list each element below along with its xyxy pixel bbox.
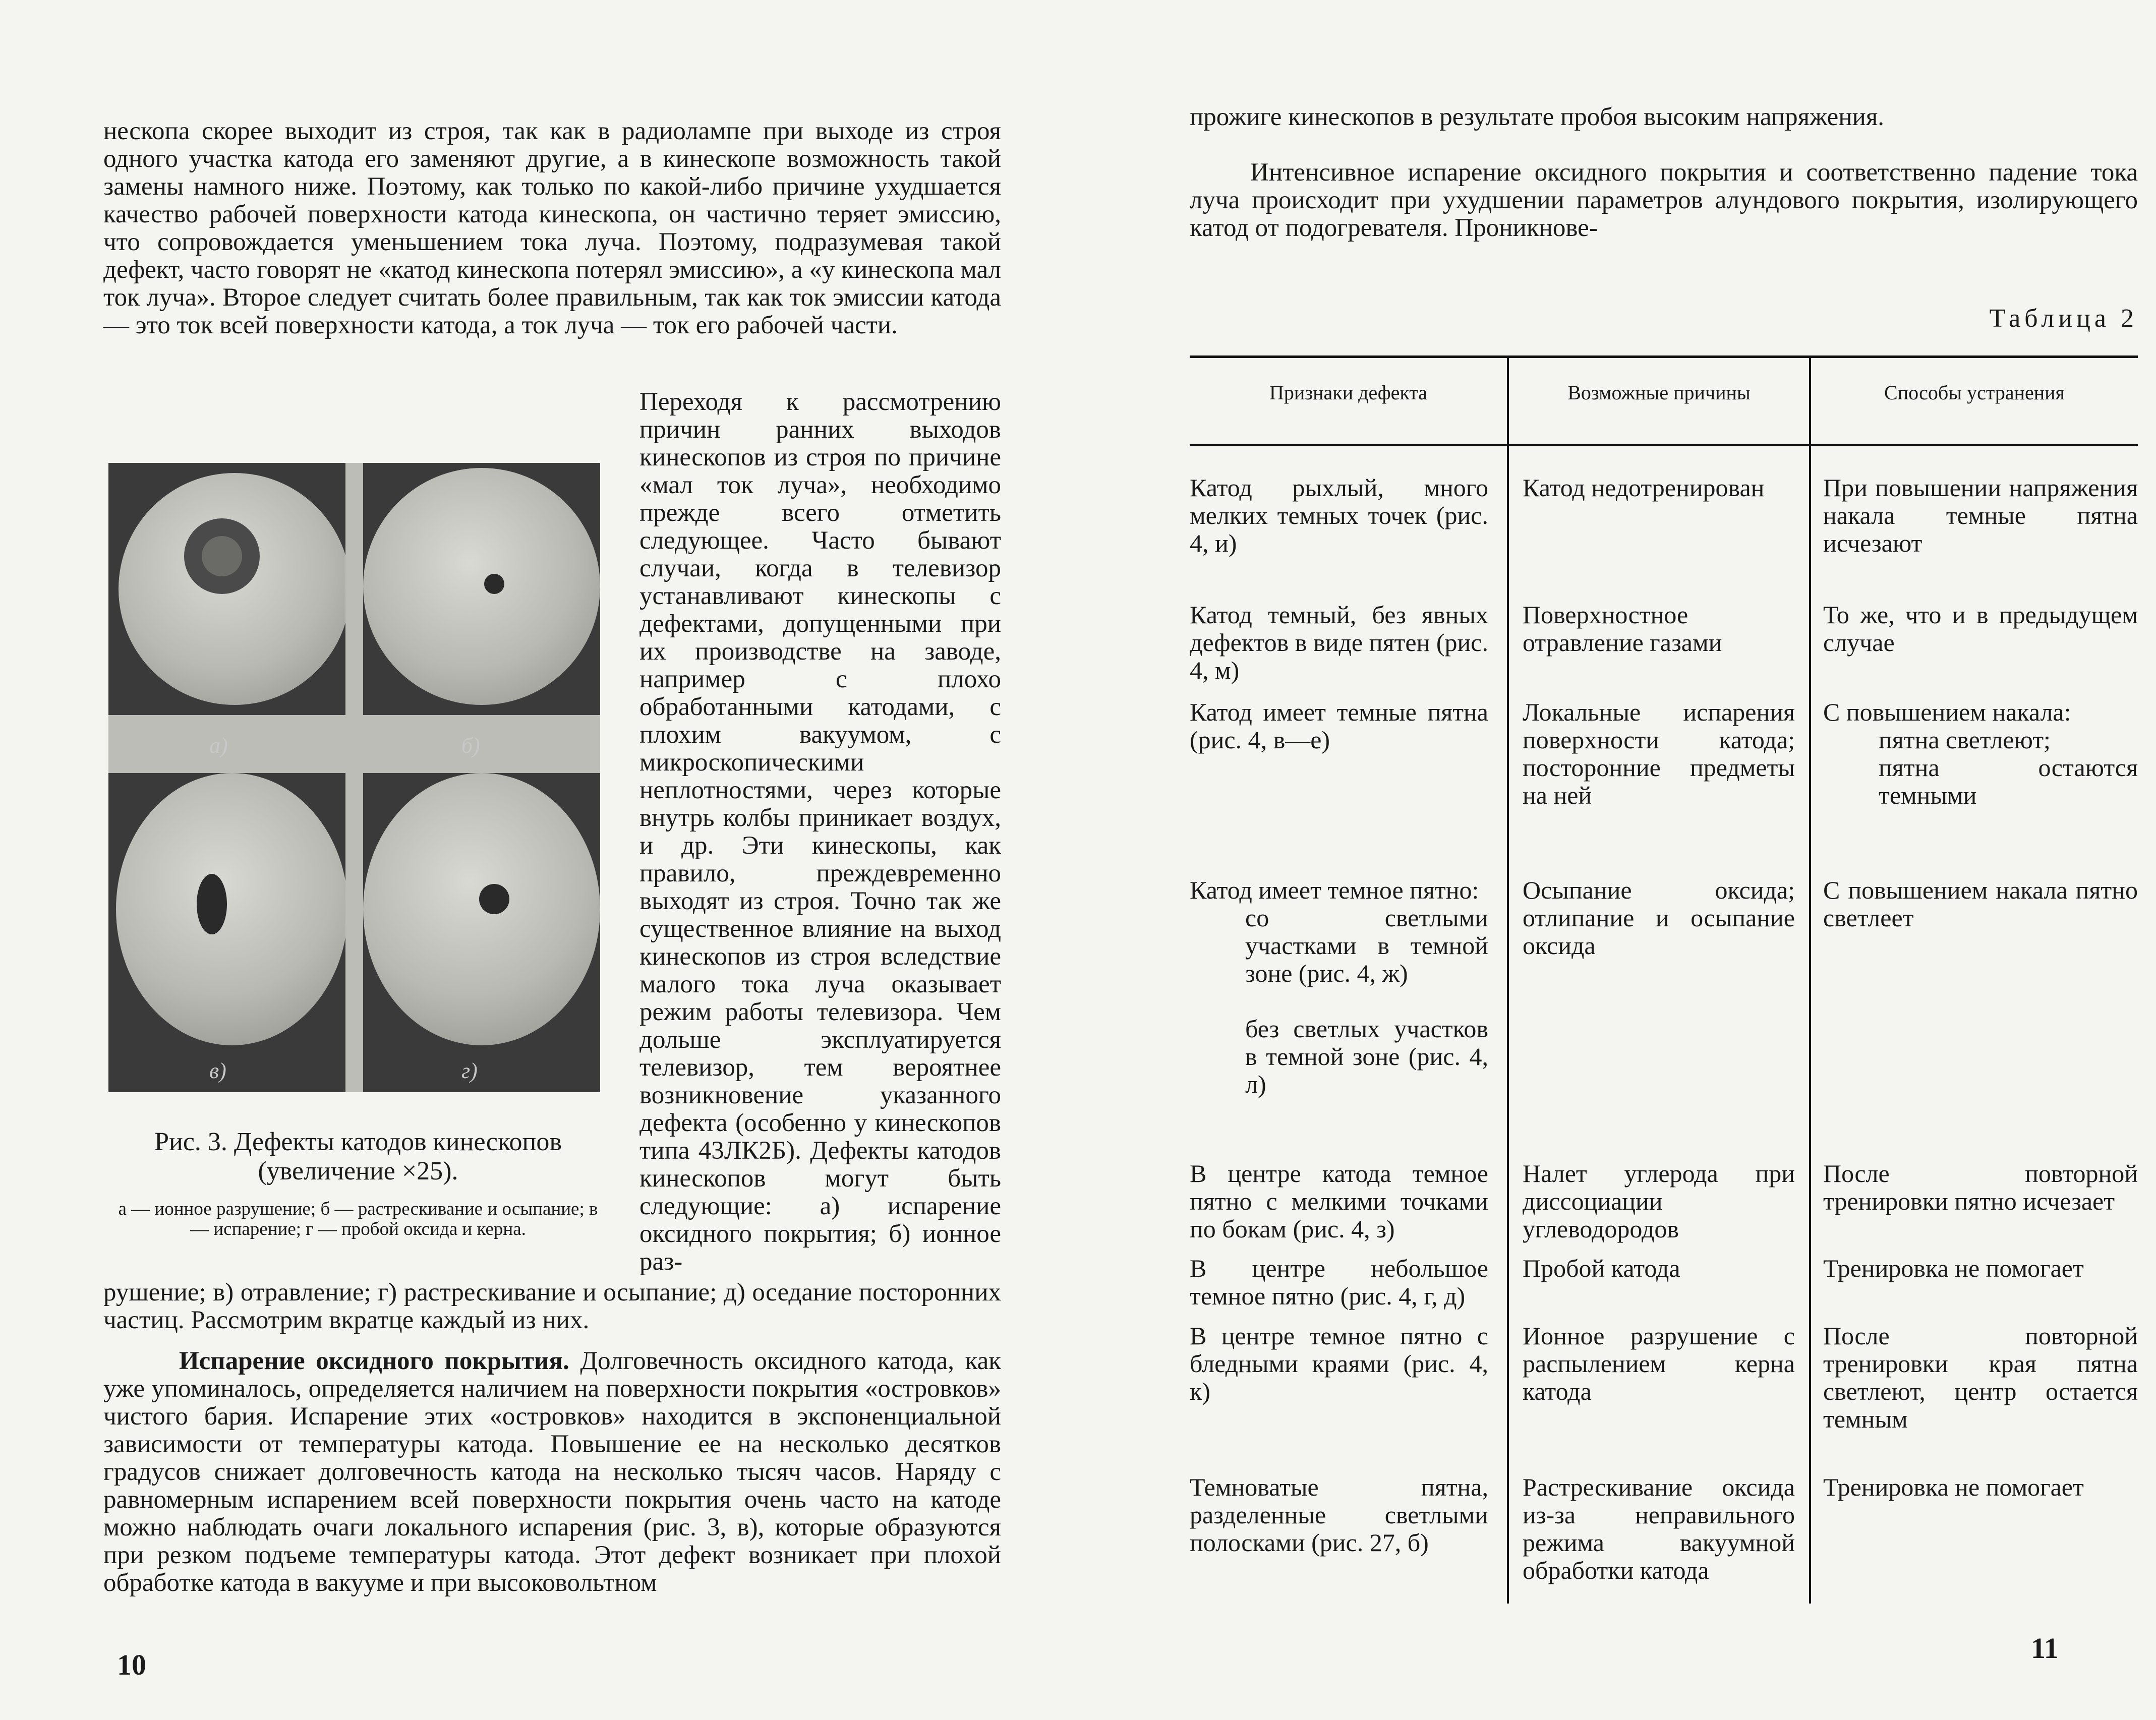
right-page [1078, 0, 2156, 1720]
row-7-fix: После повторной тренировки края пятна светлеют, центр остается темным [1823, 1322, 2138, 1433]
row-4-cause: Осыпание оксида; отлипание и осыпание оксида [1523, 876, 1795, 960]
page-number-left: 10 [117, 1648, 146, 1681]
row-5-cause: Налет углерода при диссоциации углеводородов [1523, 1159, 1795, 1243]
row-6-fix: Тренировка не помогает [1823, 1254, 2084, 1282]
page-number-right: 11 [2031, 1632, 2059, 1665]
photo-panel-v [108, 773, 345, 1092]
figure-caption: Рис. 3. Дефекты катодов кинескопов (увеличение ×25). [154, 1128, 562, 1185]
photo-label-a: а) [209, 733, 228, 758]
table-header-rule [1190, 444, 2138, 446]
photo-label-g: г) [461, 1058, 478, 1083]
row-5-sign: В центре катода темное пятно с мелкими точками по бокам (рис. 4, з) [1190, 1159, 1488, 1243]
row-3-fix-main: С повышением накала: [1823, 698, 2071, 726]
row-1-fix: При повышении напряжения накала темные пятна исчезают [1823, 473, 2138, 557]
row-3-fix-b: пятна остаются темными [1879, 753, 2138, 809]
table-header-signs: Признаки дефекта [1269, 381, 1427, 404]
table-top-rule [1190, 355, 2138, 358]
row-4-sign-a: со светлыми участками в темной зоне (рис. 4, ж) [1245, 904, 1488, 987]
section-heading: Испарение оксидного покрытия. [179, 1347, 569, 1375]
row-4-fix: С повышением накала пятно светлеет [1823, 876, 2138, 932]
right-paragraph-2: Интенсивное испарение оксидного покрытия и соответственно падение тока луча происходит при ухудшении параметров алундового покрытия, изолирующего катод от подогревателя. Проникнове- [1190, 158, 2138, 242]
right-paragraph-1: прожиге кинескопов в результате пробоя высоким напряжения. [1190, 103, 1885, 131]
left-paragraph-3: рушение; в) отравление; г) растрескивание и осыпание; д) оседание посторонних частиц. Рассмотрим вкратце каждый из них. [103, 1278, 1001, 1334]
row-2-fix: То же, что и в предыдущем случае [1823, 601, 2138, 657]
photo-label-b: б) [461, 733, 480, 758]
row-4-sign-main: Катод имеет темное пятно: [1190, 876, 1479, 904]
row-2-sign: Катод темный, без явных дефектов в виде пятен (рис. 4, м) [1190, 601, 1488, 684]
table-caption: Таблица 2 [1989, 304, 2138, 333]
photo-panel-g [363, 773, 600, 1092]
row-6-sign: В центре небольшое темное пятно (рис. 4, г, д) [1190, 1254, 1488, 1310]
table-divider-2 [1809, 355, 1811, 1604]
row-4-sign [1190, 876, 1488, 1098]
row-8-sign: Темноватые пятна, разделенные светлыми полосками (рис. 27, б) [1190, 1473, 1488, 1557]
photo-panel-a [108, 463, 345, 715]
row-3-fix-a: пятна светлеют; [1879, 726, 2051, 754]
photo-panel-b [363, 463, 600, 715]
row-1-cause: Катод недотренирован [1523, 473, 1765, 502]
table-header-fixes: Способы устранения [1884, 381, 2065, 404]
row-3-sign: Катод имеет темные пятна (рис. 4, в—е) [1190, 698, 1488, 754]
left-paragraph-4-text: Долговечность оксидного катода, как уже упоминалось, определяется наличием на поверхности покрытия «островков» чистого бария. Испарение этих «островков» находится в экспоненциальной зависимости от температуры катода. Повышение ее на несколько десятков градусов снижает долговечность катода на несколько тысяч часов. Наряду с равномерным испарением всей поверхности покрытия очень часто на катоде можно наблюдать очаги локального испарения (рис. 3, в), которые образуются при резком подъеме температуры катода. Этот дефект возникает при плохой обработке катода в вакууме и при высоковольтном [103, 1347, 1001, 1597]
figure-3-photo [108, 463, 600, 1092]
left-paragraph-2: Переходя к рассмотрению причин ранних выходов кинескопов из строя по причине «мал ток луча», необходимо прежде всего отметить следующее. Часто бывают случаи, когда в телевизор устанавливают кинескопы с дефектами, допущенными при их производстве на заводе, например с плохо обработанными катодами, с плохим вакуумом, с микроскопическими неплотностями, через которые внутрь колбы приникает воздух, и др. Эти кинескопы, как правило, преждевременно выходят из строя. Точно так же существенное влияние на выход кинескопов из строя вследствие малого тока луча оказывает режим работы телевизора. Чем дольше эксплуатируется телевизор, тем вероятнее возникновение указанного дефекта (особенно у кинескопов типа 43ЛК2Б). Дефекты катодов кинескопов могут быть следующие: а) испарение оксидного покрытия; б) ионное раз- [639, 388, 1001, 1276]
row-2-cause: Поверхностное отравление газами [1523, 601, 1722, 657]
table-header-causes: Возможные причины [1567, 381, 1751, 404]
figure-legend: а — ионное разрушение; б — растрескивание и осыпание; в — испарение; г — пробой оксида и керна. [118, 1199, 598, 1239]
row-3-fix [1823, 698, 2138, 809]
row-7-cause: Ионное разрушение с распылением керна катода [1523, 1322, 1795, 1405]
row-5-fix: После повторной тренировки пятно исчезает [1823, 1159, 2138, 1215]
row-1-sign: Катод рыхлый, много мелких темных точек (рис. 4, и) [1190, 473, 1488, 557]
row-8-cause: Растрескивание оксида из-за неправильного режима вакуумной обработки катода [1523, 1473, 1795, 1584]
row-6-cause: Пробой катода [1523, 1254, 1680, 1282]
table-divider-1 [1507, 355, 1509, 1604]
left-paragraph-1: нескопа скорее выходит из строя, так как в радиолампе при выходе из строя одного участка катода его заменяют другие, а в кинескопе возможность такой замены намного ниже. Поэтому, как только по какой-либо причине ухудшается качество рабочей поверхности катода кинескопа, он частично теряет эмиссию, что сопровождается уменьшением тока луча. Поэтому, подразумевая такой дефект, часто говорят не «катод кинескопа потерял эмиссию», а «у кинескопа мал ток луча». Второе следует считать более правильным, так как ток эмиссии катода — это ток всей поверхности катода, а ток луча — ток его рабочей части. [103, 117, 1001, 339]
row-3-cause: Локальные испарения поверхности катода; посторонние предметы на ней [1523, 698, 1795, 809]
row-8-fix: Тренировка не помогает [1823, 1473, 2084, 1501]
row-7-sign: В центре темное пятно с бледными краями (рис. 4, к) [1190, 1322, 1488, 1405]
left-paragraph-4 [103, 1347, 1001, 1597]
photo-label-v: в) [209, 1058, 226, 1083]
row-4-sign-b: без светлых участков в темной зоне (рис. 4, л) [1245, 1015, 1488, 1098]
